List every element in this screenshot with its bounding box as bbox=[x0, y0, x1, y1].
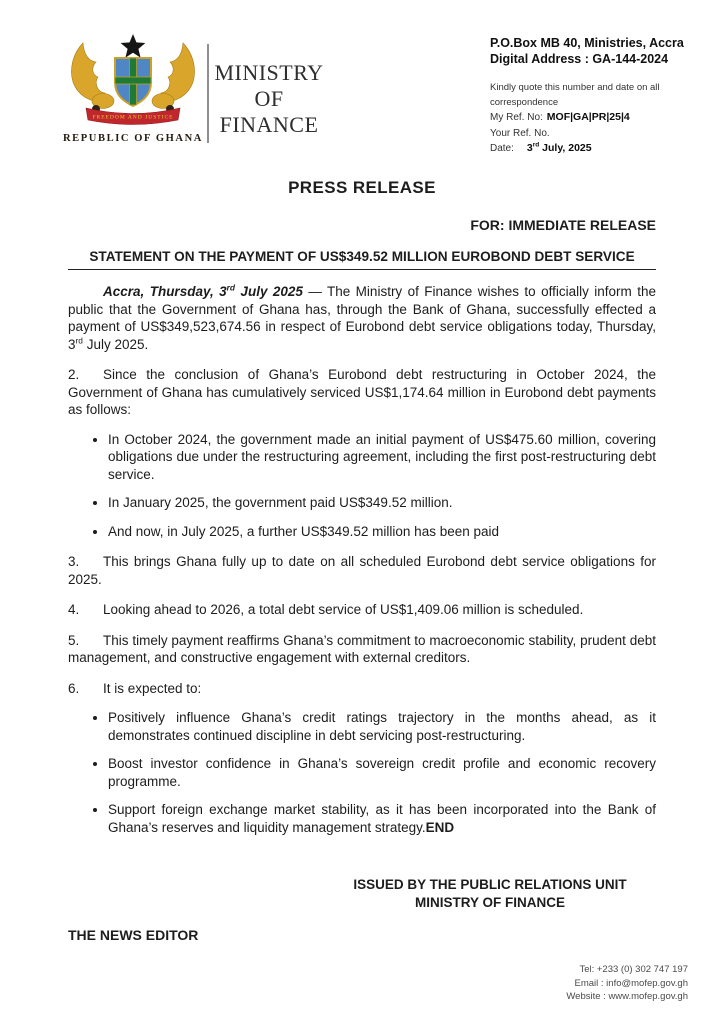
date-value: 3rd July, 2025 bbox=[526, 141, 592, 154]
footer-contact-block bbox=[566, 963, 688, 1004]
footer-email: Email : info@mofep.gov.gh bbox=[574, 977, 688, 989]
header-divider bbox=[207, 44, 209, 143]
my-ref-line: My Ref. No: MOF|GA|PR|25|4 bbox=[490, 111, 630, 123]
paragraph-1: Accra, Thursday, 3rd July 2025 — The Ministry of Finance wishes to officially inform the public that the Government of Ghana has, through the Bank of Ghana, successfully effected a payment of US$349,523,674.56 in respect of Eurobond debt service obligations today, Thursday, 3rd July 2025. bbox=[68, 282, 656, 352]
paragraph-3: 3. This brings Ghana fully up to date on all scheduled Eurobond debt service obligations for 2025. bbox=[68, 554, 656, 587]
headline-rule bbox=[68, 269, 656, 270]
po-box-line: P.O.Box MB 40, Ministries, Accra bbox=[490, 36, 684, 50]
payment-history-list bbox=[68, 431, 656, 541]
list-item: • And now, in July 2025, a further US$349.52 million has been paid bbox=[108, 523, 656, 541]
paragraph-4: 4. Looking ahead to 2026, a total debt service of US$1,409.06 million is scheduled. bbox=[68, 602, 584, 617]
document-content bbox=[68, 170, 656, 943]
quote-note-line1: Kindly quote this number and date on all bbox=[490, 82, 660, 93]
list-item: • In October 2024, the government made an initial payment of US$475.60 million, covering obligations due under the restructuring agreement, including the first post-restructuring debt service. bbox=[108, 431, 656, 484]
footer-tel: Tel: +233 (0) 302 747 197 bbox=[579, 964, 688, 975]
black-star-icon bbox=[121, 34, 146, 58]
shield-icon bbox=[115, 58, 151, 106]
paragraph-5: 5. This timely payment reaffirms Ghana’s commitment to macroeconomic stability, prudent debt management, and constructive engagement with external creditors. bbox=[68, 632, 656, 665]
motto-text: FREEDOM AND JUSTICE bbox=[92, 114, 174, 121]
my-ref-value: MOF|GA|PR|25|4 bbox=[546, 111, 630, 123]
digital-address-line: Digital Address : GA-144-2024 bbox=[490, 51, 669, 66]
ministry-name-line1: MINISTRY bbox=[214, 60, 324, 85]
list-item: • In January 2025, the government paid US$349.52 million. bbox=[108, 494, 656, 512]
issued-by-line2: MINISTRY OF FINANCE bbox=[414, 894, 565, 910]
paragraph-6: 6. It is expected to: bbox=[68, 680, 202, 696]
statement-headline: STATEMENT ON THE PAYMENT OF US$349.52 MILLION EUROBOND DEBT SERVICE bbox=[89, 249, 635, 264]
expectations-list bbox=[68, 709, 656, 836]
issued-by-line1: ISSUED BY THE PUBLIC RELATIONS UNIT bbox=[353, 877, 627, 892]
address-block bbox=[490, 36, 708, 157]
quote-note bbox=[490, 80, 708, 110]
footer-website: Website : www.mofep.gov.gh bbox=[566, 991, 688, 1002]
ghana-logo-block bbox=[60, 32, 206, 144]
end-marker: END bbox=[425, 819, 455, 835]
page-title: PRESS RELEASE bbox=[288, 178, 436, 197]
addressee: THE NEWS EDITOR bbox=[68, 927, 199, 943]
release-status: FOR: IMMEDIATE RELEASE bbox=[470, 217, 656, 233]
ministry-name-line3: FINANCE bbox=[219, 112, 319, 137]
your-ref-line: Your Ref. No. bbox=[490, 127, 550, 139]
ghana-coat-of-arms-icon bbox=[62, 32, 204, 130]
motto-ribbon-icon bbox=[86, 108, 180, 125]
list-item: • Positively influence Ghana’s credit ratings trajectory in the months ahead, as it demonstrates continued discipline in debt servicing post-restructuring. bbox=[108, 709, 656, 744]
date-line: Date: 3rd July, 2025 bbox=[490, 141, 592, 154]
eagle-right-icon bbox=[152, 43, 195, 113]
eagle-left-icon bbox=[71, 43, 114, 113]
list-item: • Support foreign exchange market stability, as it has been incorporated into the Bank of Ghana’s reserves and liquidity management strategy.END bbox=[108, 801, 656, 836]
ministry-name-line2: OF bbox=[254, 86, 284, 111]
quote-note-line2: correspondence bbox=[490, 97, 559, 108]
ministry-name bbox=[212, 60, 326, 138]
list-item: • Boost investor confidence in Ghana’s sovereign credit profile and economic recovery programme. bbox=[108, 755, 656, 790]
country-name: REPUBLIC OF GHANA bbox=[63, 133, 203, 144]
issued-by-block bbox=[320, 876, 660, 911]
paragraph-2: 2. Since the conclusion of Ghana’s Eurobond debt restructuring in October 2024, the Government of Ghana has cumulatively serviced US$1,174.64 million in Eurobond debt payments as follows: bbox=[68, 367, 656, 417]
